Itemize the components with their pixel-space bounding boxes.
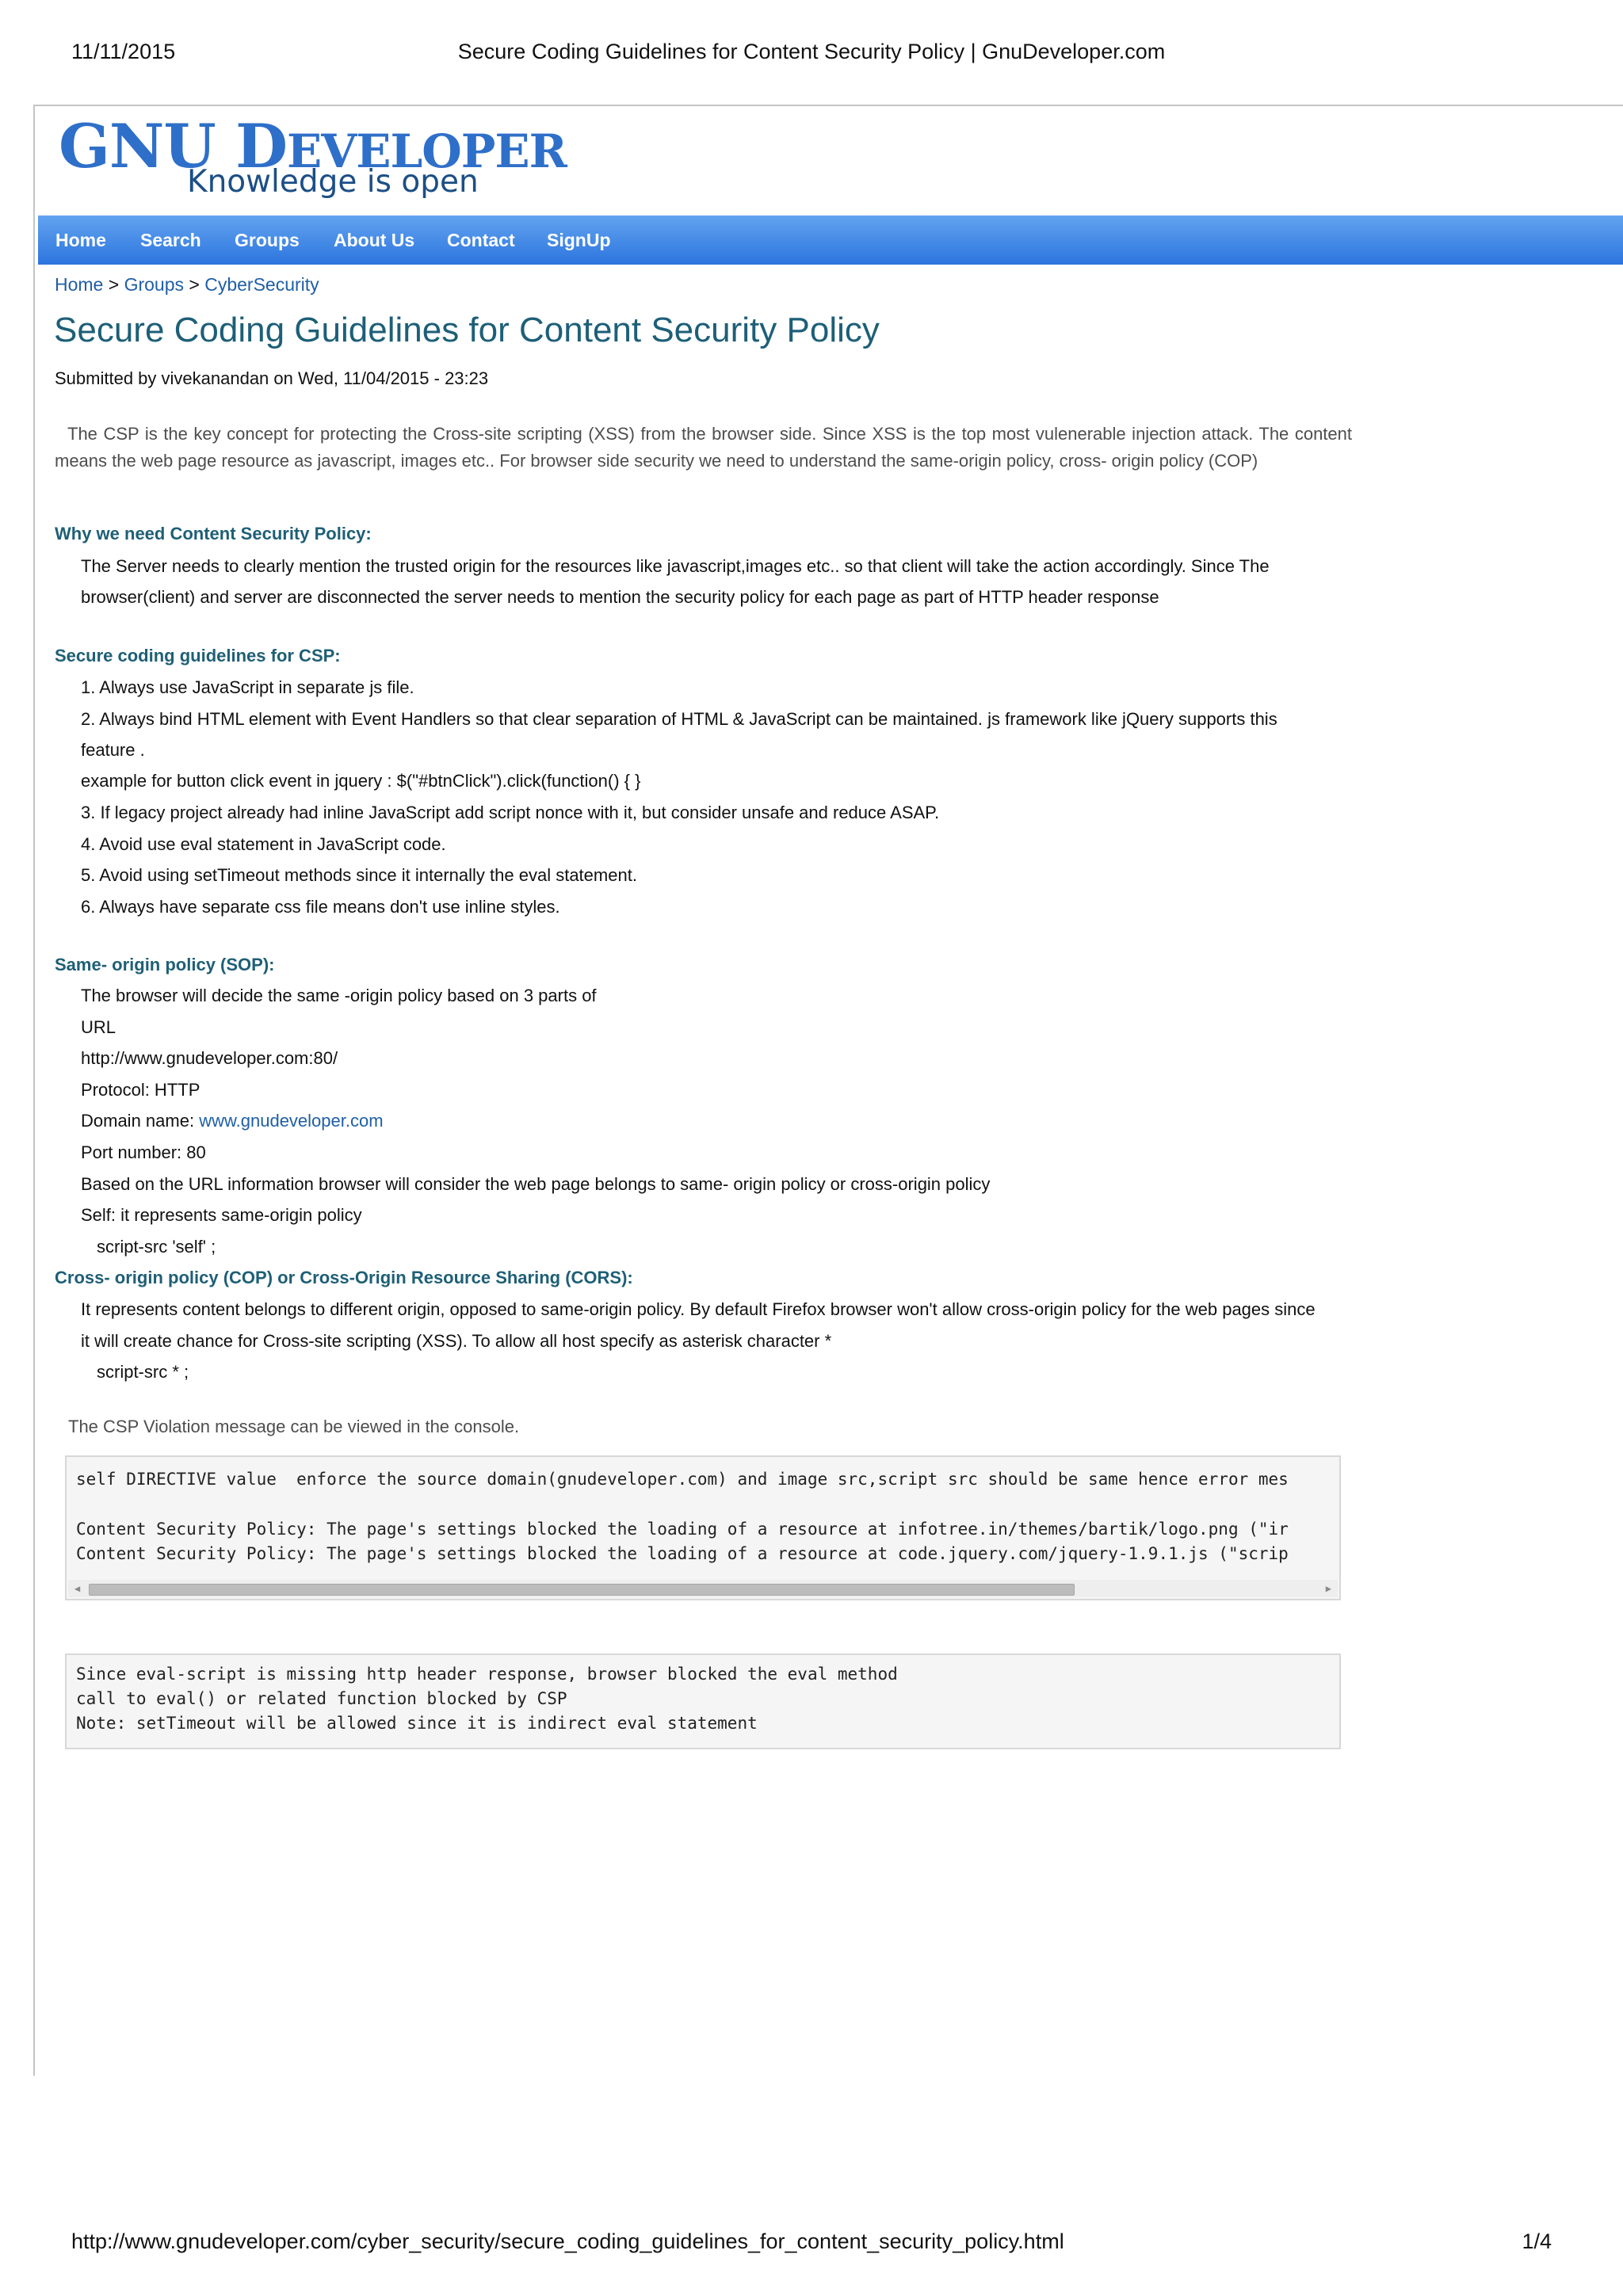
breadcrumb-home[interactable]: Home — [55, 274, 104, 295]
sop-protocol: Protocol: HTTP — [81, 1080, 200, 1100]
sop-self: Self: it represents same-origin policy — [81, 1205, 362, 1225]
nav-item-signup[interactable]: SignUp — [547, 230, 611, 250]
print-date: 11/11/2015 — [71, 40, 176, 63]
breadcrumb-separator: > — [189, 274, 200, 295]
nav-item-contact[interactable]: Contact — [447, 230, 515, 250]
code-block-csp-violation[interactable] — [65, 1455, 1341, 1600]
print-page-number: 1/4 — [1522, 2229, 1552, 2253]
page-title: Secure Coding Guidelines for Content Security Policy — [54, 311, 880, 349]
script-src-self: script-src 'self' ; — [97, 1237, 216, 1257]
breadcrumb — [55, 274, 319, 296]
print-header — [71, 40, 1552, 71]
horizontal-scrollbar[interactable] — [68, 1580, 1338, 1597]
heading-guidelines: Secure coding guidelines for CSP: — [55, 646, 341, 666]
page-frame-top-border — [33, 105, 1623, 106]
scroll-right-arrow-icon[interactable]: ▶ — [1325, 1583, 1331, 1594]
guideline-item: 6. Always have separate css file means don't use inline styles. — [81, 897, 560, 917]
nav-item-about-us[interactable]: About Us — [334, 230, 415, 250]
script-src-all: script-src * ; — [97, 1362, 189, 1382]
site-logo[interactable] — [59, 111, 567, 208]
print-page-title: Secure Coding Guidelines for Content Security Policy | GnuDeveloper.com — [457, 40, 1166, 63]
cop-line: It represents content belongs to different origin, opposed to same-origin policy. By default Firefox browser won't allow cross-origin policy for the web pages since — [81, 1299, 1316, 1319]
breadcrumb-separator: > — [108, 274, 120, 295]
sop-line: The browser will decide the same -origin policy based on 3 parts of — [81, 986, 597, 1005]
sop-domain: Domain name: www.gnudeveloper.com — [81, 1111, 384, 1131]
logo-tagline: Knowledge is open — [187, 164, 479, 200]
paragraph-line: browser(client) and server are disconnected the server needs to mention the security policy for each page as part of HTTP header response — [81, 587, 1159, 607]
heading-why-csp: Why we need Content Security Policy: — [55, 524, 372, 543]
domain-link[interactable]: www.gnudeveloper.com — [199, 1111, 384, 1131]
code-line: Note: setTimeout will be allowed since it is indirect eval statement — [76, 1714, 758, 1733]
nav-item-groups[interactable]: Groups — [235, 230, 300, 250]
guideline-item: 3. If legacy project already had inline JavaScript add script nonce with it, but consider unsafe and reduce ASAP. — [81, 803, 940, 822]
sop-line: URL — [81, 1017, 116, 1037]
intro-paragraph: The CSP is the key concept for protecting the Cross-site scripting (XSS) from the browser side. Since XSS is the top most vulenerable injection attack. The content means the web page resource as javascript, images etc.. For browser side security we need to understand the same-origin policy, cross- origin policy (COP) — [55, 424, 1352, 471]
guideline-item: 5. Avoid using setTimeout methods since it internally the eval statement. — [81, 865, 637, 885]
scroll-left-arrow-icon[interactable]: ◀ — [74, 1583, 81, 1594]
guideline-item: 1. Always use JavaScript in separate js file. — [81, 677, 414, 697]
code-line: Content Security Policy: The page's settings blocked the loading of a resource at code.jquery.com/jquery-1.9.1.js ("scrip — [76, 1544, 1289, 1563]
sop-line: Based on the URL information browser will consider the web page belongs to same- origin policy or cross-origin policy — [81, 1174, 991, 1194]
guideline-item: feature . — [81, 740, 145, 760]
heading-sop: Same- origin policy (SOP): — [55, 955, 275, 974]
print-footer-url: http://www.gnudeveloper.com/cyber_security/secure_coding_guidelines_for_content_security_policy.html — [71, 2229, 1064, 2253]
scrollbar-thumb[interactable] — [89, 1584, 1075, 1596]
submitted-by: Submitted by vivekanandan on Wed, 11/04/2015 - 23:23 — [55, 368, 489, 388]
guideline-item: 4. Avoid use eval statement in JavaScript code. — [81, 834, 446, 854]
page-frame-left-border — [33, 105, 35, 2076]
code-line: Content Security Policy: The page's settings blocked the loading of a resource at infotree.in/themes/bartik/logo.png ("ir — [76, 1520, 1289, 1539]
main-nav-bar — [38, 215, 1623, 265]
csp-note: The CSP Violation message can be viewed in the console. — [68, 1417, 520, 1436]
logo-brand: GNU DEVELOPER — [59, 111, 567, 181]
code-line: call to eval() or related function blocked by CSP — [76, 1689, 567, 1708]
heading-cop: Cross- origin policy (COP) or Cross-Origin Resource Sharing (CORS): — [55, 1268, 633, 1287]
code-block-eval — [65, 1653, 1341, 1749]
breadcrumb-cybersecurity[interactable]: CyberSecurity — [204, 274, 319, 295]
code-line: self DIRECTIVE value enforce the source domain(gnudeveloper.com) and image src,script src should be same hence error mes — [76, 1470, 1289, 1489]
nav-item-home[interactable]: Home — [55, 230, 106, 250]
sop-url-link[interactable]: http://www.gnudeveloper.com:80/ — [81, 1048, 338, 1068]
code-line: Since eval-script is missing http header response, browser blocked the eval method — [76, 1665, 898, 1684]
sop-port: Port number: 80 — [81, 1142, 206, 1162]
cop-line: it will create chance for Cross-site scripting (XSS). To allow all host specify as asterisk character * — [81, 1331, 832, 1351]
paragraph-line: The Server needs to clearly mention the trusted origin for the resources like javascript,images etc.. so that client will take the action accordingly. Since The — [81, 556, 1270, 576]
guideline-item: 2. Always bind HTML element with Event Handlers so that clear separation of HTML & JavaScript can be maintained. js framework like jQuery supports this — [81, 709, 1277, 729]
breadcrumb-groups[interactable]: Groups — [124, 274, 185, 295]
nav-item-search[interactable]: Search — [140, 230, 201, 250]
guideline-example: example for button click event in jquery : $("#btnClick").click(function() { } — [81, 771, 641, 791]
